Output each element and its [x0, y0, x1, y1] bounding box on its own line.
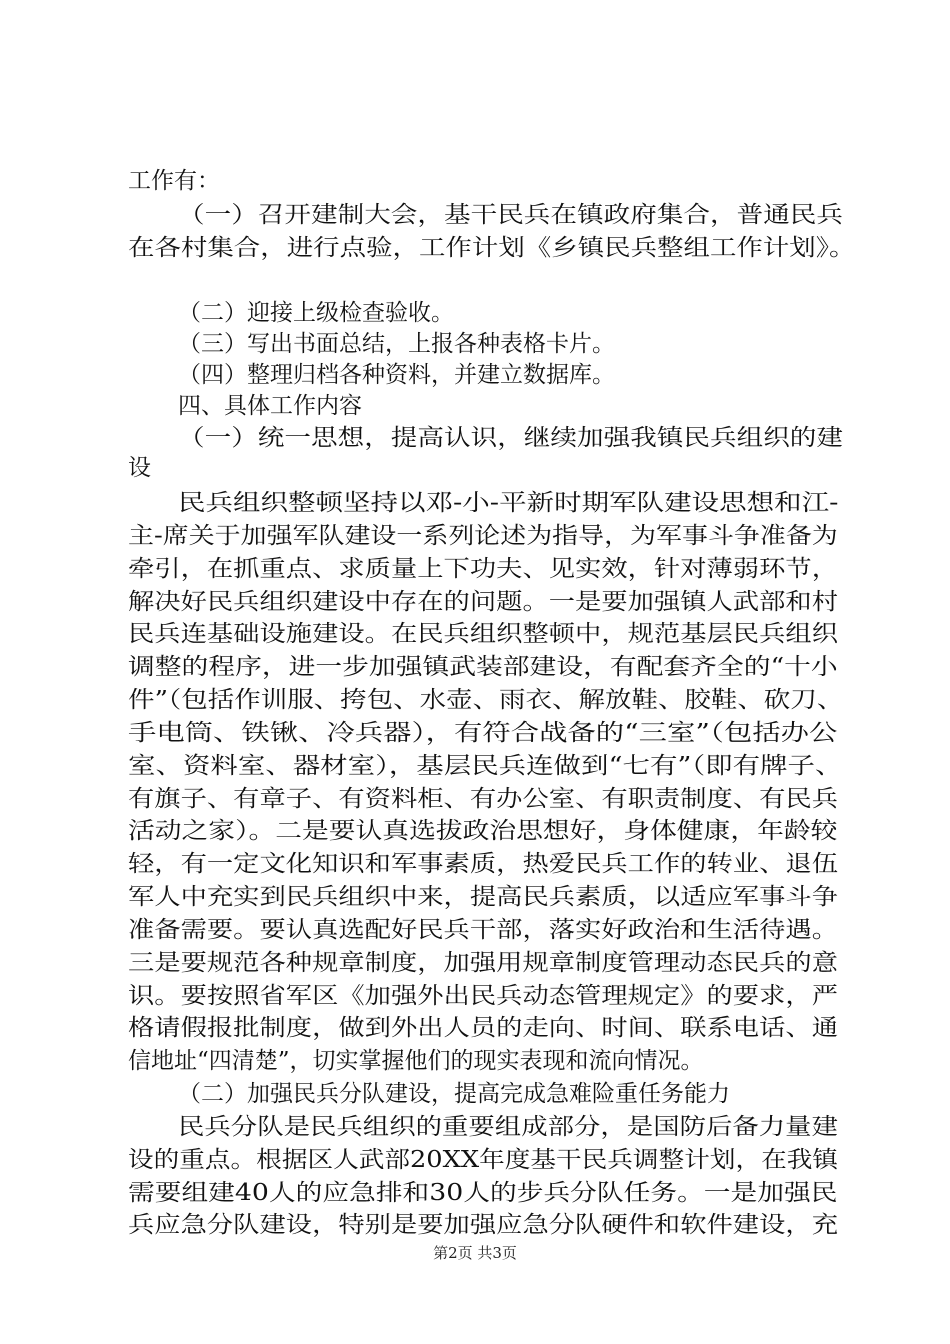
text-line: 格请假报批制度，做到外出人员的走向、时间、联系电话、通	[128, 1015, 838, 1041]
text-line: 需要组建40人的应急排和30人的步兵分队任务。一是加强民	[128, 1180, 838, 1206]
text-line: （一）召开建制大会，基干民兵在镇政府集合，普通民兵	[178, 202, 843, 228]
text-line: 室、资料室、器材室），基层民兵连做到“七有”（即有牌子、	[128, 753, 843, 779]
text-line: 工作有：	[128, 168, 220, 194]
text-line: 牵引，在抓重点、求质量上下功夫、见实效，针对薄弱环节，	[128, 556, 838, 582]
text-line: 兵应急分队建设，特别是要加强应急分队硬件和软件建设，充	[128, 1212, 838, 1238]
text-line: 设的重点。根据区人武部20XX年度基干民兵调整计划，在我镇	[128, 1147, 839, 1173]
text-line: （二）迎接上级检查验收。	[178, 300, 454, 326]
text-line: 活动之家）。二是要认真选拔政治思想好，身体健康，年龄较	[128, 818, 838, 844]
text-line: 在各村集合，进行点验，工作计划《乡镇民兵整组工作计划》。	[128, 235, 856, 261]
page-number-footer: 第2页 共3页	[433, 1244, 517, 1262]
text-line: 主-席关于加强军队建设一系列论述为指导，为军事斗争准备为	[128, 523, 838, 549]
text-line: （一）统一思想，提高认识，继续加强我镇民兵组织的建	[178, 425, 843, 451]
text-line: 民兵组织整顿坚持以邓-小-平新时期军队建设思想和江-	[178, 490, 839, 516]
text-line: 准备需要。要认真选配好民兵干部，落实好政治和生活待遇。	[128, 917, 838, 943]
text-line: 识。要按照省军区《加强外出民兵动态管理规定》的要求，严	[128, 983, 838, 1009]
text-line: 轻，有一定文化知识和军事素质，热爱民兵工作的转业、退伍	[128, 851, 838, 877]
text-line: （四）整理归档各种资料，并建立数据库。	[178, 362, 615, 388]
text-line: 设	[128, 455, 151, 481]
text-line: （三）写出书面总结，上报各种表格卡片。	[178, 331, 615, 357]
text-line: 三是要规范各种规章制度，加强用规章制度管理动态民兵的意	[128, 950, 838, 976]
text-line: 四、具体工作内容	[178, 393, 362, 419]
text-line: 民兵分队是民兵组织的重要组成部分，是国防后备力量建	[178, 1114, 838, 1140]
text-line: 民兵连基础设施建设。在民兵组织整顿中，规范基层民兵组织	[128, 621, 838, 647]
text-line: 件”（包括作训服、挎包、水壶、雨衣、解放鞋、胶鞋、砍刀、	[128, 687, 844, 713]
text-line: 信地址“四清楚”，切实掌握他们的现实表现和流向情况。	[128, 1048, 704, 1074]
text-line: （二）加强民兵分队建设，提高完成急难险重任务能力	[178, 1081, 730, 1107]
text-line: 调整的程序，进一步加强镇武装部建设，有配套齐全的“十小	[128, 654, 838, 680]
text-line: 军人中充实到民兵组织中来，提高民兵素质，以适应军事斗争	[128, 884, 838, 910]
text-line: 手电筒、铁锹、冷兵器），有符合战备的“三室”（包括办公	[128, 720, 838, 746]
text-line: 解决好民兵组织建设中存在的问题。一是要加强镇人武部和村	[128, 589, 838, 615]
text-line: 有旗子、有章子、有资料柜、有办公室、有职责制度、有民兵	[128, 786, 838, 812]
